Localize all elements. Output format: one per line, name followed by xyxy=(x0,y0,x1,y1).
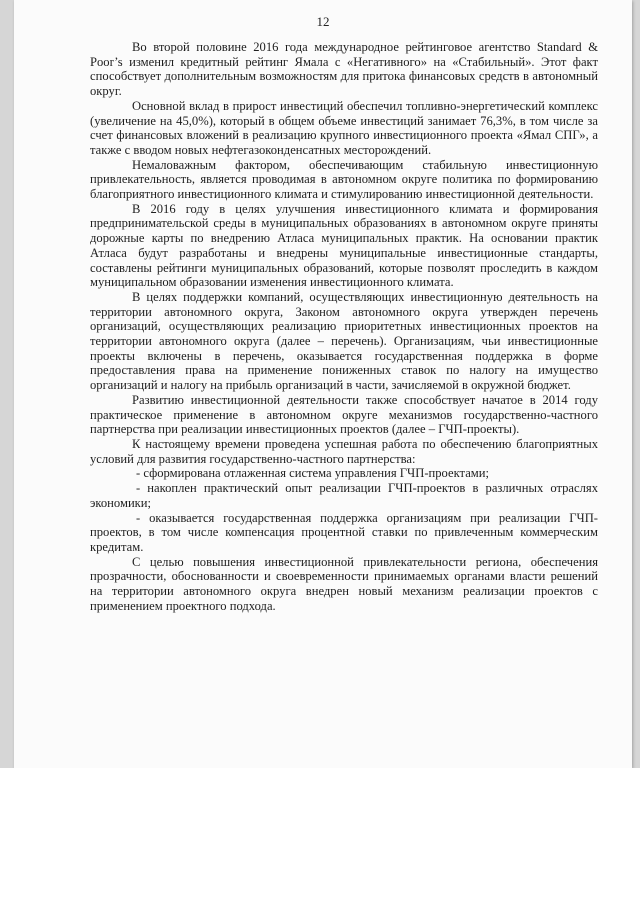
paragraph-rating: Во второй половине 2016 года международное рейтинговое агентство Standard & Poor’s изменил кредитный рейтинг Ямала с «Негативного» на «Стабильный». Этот факт способствует дополнительным возможностям для притока финансовых средств в автономный округ. xyxy=(90,40,598,99)
paragraph-investment-contribution: Основной вклад в прирост инвестиций обеспечил топливно-энергетический комплекс (увеличение на 45,0%), который в общем объеме инвестиций занимает 76,3%, в том числе за счет финансовых вложений в реализацию крупного инвестиционного проекта «Ямал СПГ», а также с вводом новых нефтегазоконденсатных месторождений. xyxy=(90,98,598,157)
document-page xyxy=(14,0,632,768)
page-number: 12 xyxy=(316,14,330,29)
paragraph-municipal-practices: В 2016 году в целях улучшения инвестиционного климата и формирования предпринимательской среды в муниципальных образованиях в автономном округе приняты дорожные карты по внедрению Атласа муниципальных практик. На основании практик Атласа будут разработаны и внедрены муниципальные инвестиционные стандарты, составлены рейтинги муниципальных образований, которые позволят проследить в каждом муниципальном образовании изменения инвестиционного климата. xyxy=(90,201,598,290)
paragraph-ppp-intro: К настоящему времени проведена успешная работа по обеспечению благоприятных условий для развития государственно-частного партнерства: xyxy=(90,436,598,466)
paragraph-ppp-mechanisms: Развитию инвестиционной деятельности также способствует начатое в 2014 году практическое применение в автономном округе механизмов государственно-частного партнерства при реализации инвестиционных проектов (далее – ГЧП-проекты). xyxy=(90,392,598,437)
list-item-state-support: - оказывается государственная поддержка организациям при реализации ГЧП-проектов, в том числе компенсация процентной ставки по привлеченным коммерческим кредитам. xyxy=(90,510,598,554)
blank-area xyxy=(0,768,640,905)
list-item-management-system: - сформирована отлаженная система управления ГЧП-проектами; xyxy=(136,466,489,481)
list-item-practical-experience: - накоплен практический опыт реализации ГЧП-проектов в различных отраслях экономики; xyxy=(90,481,598,510)
paragraph-company-support: В целях поддержки компаний, осуществляющих инвестиционную деятельность на территории автономного округа, Законом автономного округа утвержден перечень организаций, осуществляющих реализацию приоритетных инвестиционных проектов на территории автономного округа (далее – перечень). Организациям, чьи инвестиционные проекты включены в перечень, оказывается государственная поддержка в форме предоставления права на применение пониженных ставок по налогу на имущество организаций и налогу на прибыль организаций в части, зачисляемой в окружной бюджет. xyxy=(90,289,598,393)
paragraph-project-approach: С целью повышения инвестиционной привлекательности региона, обеспечения прозрачности, обоснованности и своевременности принимаемых органами власти решений на территории автономного округа внедрен новый механизм реализации проектов с применением проектного подхода. xyxy=(90,554,598,613)
paragraph-investment-attractiveness: Немаловажным фактором, обеспечивающим стабильную инвестиционную привлекательность, является проводимая в автономном округе политика по формированию благоприятного инвестиционного климата и стимулированию инвестиционной деятельности. xyxy=(90,157,598,202)
body-text xyxy=(90,40,598,613)
